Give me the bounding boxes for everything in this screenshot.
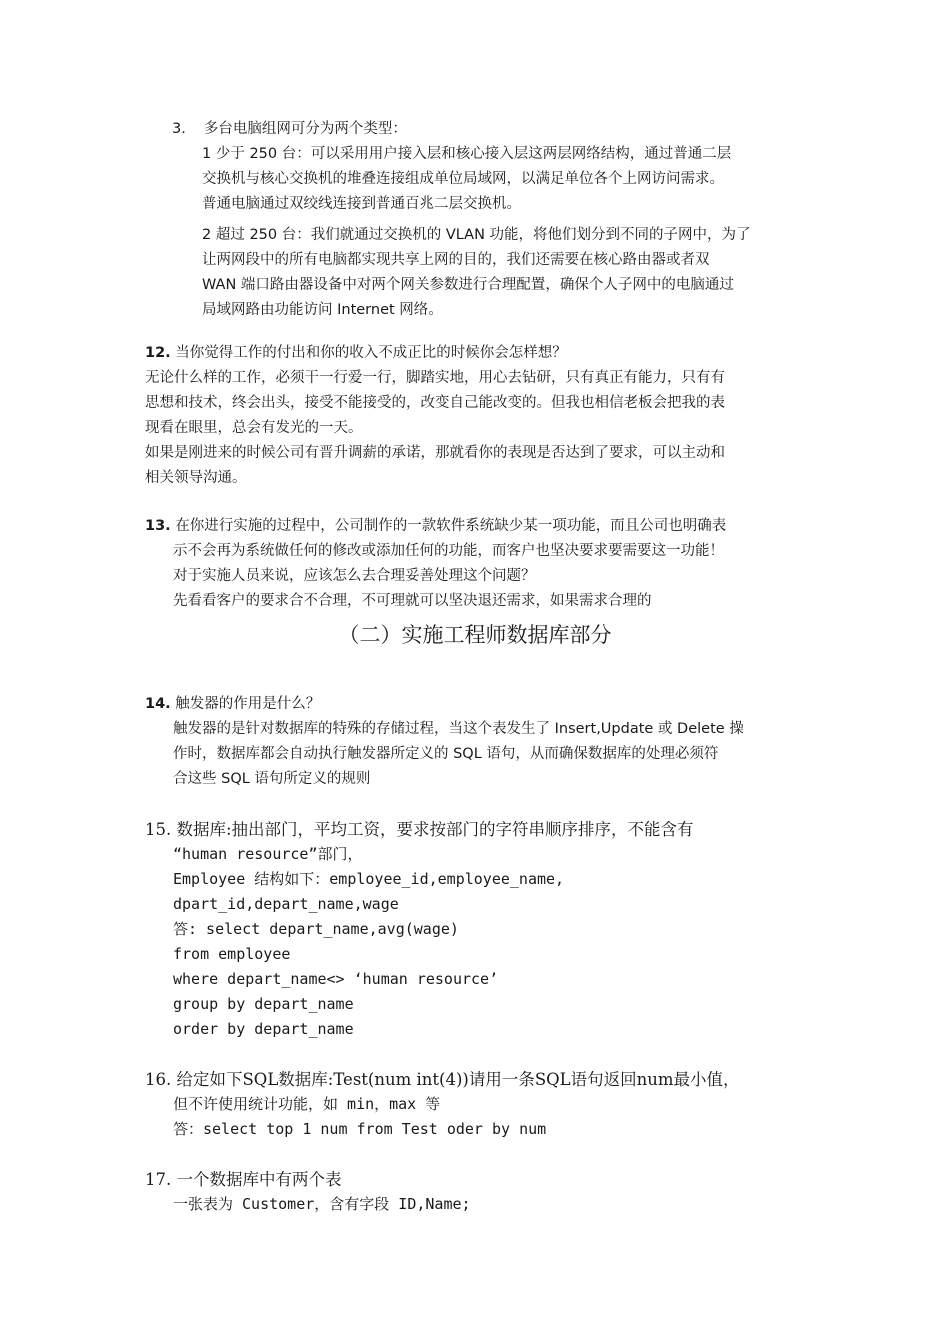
question-12 bbox=[145, 341, 725, 491]
question-13 bbox=[145, 514, 726, 539]
question-number: 14. bbox=[145, 696, 171, 712]
code-line: group by depart_name bbox=[173, 995, 354, 1013]
answer-line: 局域网路由功能访问 Internet 网络。 bbox=[202, 302, 443, 318]
question-13-body bbox=[173, 539, 724, 614]
answer-line: 无论什么样的工作，必须干一行爱一行，脚踏实地，用心去钻研，只有真正有能力，只有有 bbox=[145, 370, 725, 386]
code-line: 但不许使用统计功能，如 min，max 等 bbox=[173, 1095, 441, 1113]
question-12-heading bbox=[145, 341, 725, 366]
code-line: 一张表为 Customer，含有字段 ID,Name; bbox=[173, 1195, 471, 1213]
answer-line: 触发器的是针对数据库的特殊的存储过程，当这个表发生了 Insert,Update 或 Delete 操 bbox=[173, 721, 744, 737]
question-3-heading bbox=[172, 117, 407, 142]
answer-line: 对于实施人员来说，应该怎么去合理妥善处理这个问题？ bbox=[173, 568, 536, 584]
question-number: 3. bbox=[172, 121, 186, 137]
question-16-body bbox=[173, 1092, 546, 1142]
answer-line: 2 超过 250 台：我们就通过交换机的 VLAN 功能，将他们划分到不同的子网中，为了 bbox=[202, 227, 751, 243]
answer-line: 1 少于 250 台：可以采用用户接入层和核心接入层这两层网络结构，通过普通二层 bbox=[202, 146, 732, 162]
answer-line: 合这些 SQL 语句所定义的规则 bbox=[173, 771, 371, 787]
question-17-heading: 17. 一个数据库中有两个表 bbox=[145, 1170, 342, 1189]
question-16 bbox=[145, 1067, 740, 1092]
question-title: 当你觉得工作的付出和你的收入不成正比的时候你会怎样想？ bbox=[175, 345, 567, 361]
answer-line: 相关领导沟通。 bbox=[145, 470, 247, 486]
answer-line: WAN 端口路由器设备中对两个网关参数进行合理配置，确保个人子网中的电脑通过 bbox=[202, 277, 734, 293]
answer-line: 思想和技术，终会出头，接受不能接受的，改变自己能改变的。但我也相信老板会把我的表 bbox=[145, 395, 725, 411]
answer-line: 作时，数据库都会自动执行触发器所定义的 SQL 语句，从而确保数据库的处理必须符 bbox=[173, 746, 719, 762]
code-line: “human resource”部门， bbox=[173, 845, 363, 863]
answer-line: 让两网段中的所有电脑都实现共享上网的目的，我们还需要在核心路由器或者双 bbox=[202, 252, 710, 268]
question-title: 多台电脑组网可分为两个类型： bbox=[203, 121, 407, 137]
code-line: order by depart_name bbox=[173, 1020, 354, 1038]
answer-line: 交换机与核心交换机的堆叠连接组成单位局域网，以满足单位各个上网访问需求。 bbox=[202, 171, 724, 187]
answer-line: 现看在眼里，总会有发光的一天。 bbox=[145, 420, 363, 436]
question-number: 13. bbox=[145, 518, 171, 534]
answer-line: 先看看客户的要求合不合理，不可理就可以坚决退还需求，如果需求合理的 bbox=[173, 593, 652, 609]
question-title: 触发器的作用是什么？ bbox=[175, 696, 321, 712]
question-15 bbox=[145, 817, 694, 842]
question-17-body bbox=[173, 1192, 471, 1217]
code-line: where depart_name<> ‘human resource’ bbox=[173, 970, 499, 988]
question-15-body bbox=[173, 842, 564, 1042]
question-number: 12. bbox=[145, 345, 171, 361]
code-line: 答：select top 1 num from Test oder by num bbox=[173, 1120, 547, 1138]
question-title: 在你进行实施的过程中，公司制作的一款软件系统缺少某一项功能，而且公司也明确表 bbox=[175, 518, 727, 534]
code-line: 答: select depart_name,avg(wage) bbox=[173, 920, 459, 938]
code-line: dpart_id,depart_name,wage bbox=[173, 895, 399, 913]
question-16-heading: 16. 给定如下SQL数据库:Test(num int(4))请用一条SQL语句返回num最小值， bbox=[145, 1070, 740, 1089]
section-heading: （二）实施工程师数据库部分 bbox=[338, 623, 612, 647]
question-3 bbox=[172, 117, 407, 142]
question-13-heading bbox=[145, 514, 726, 539]
answer-line: 如果是刚进来的时候公司有晋升调薪的承诺，那就看你的表现是否达到了要求，可以主动和 bbox=[145, 445, 725, 461]
code-line: from employee bbox=[173, 945, 291, 963]
question-14 bbox=[145, 692, 320, 717]
question-17 bbox=[145, 1167, 342, 1192]
question-15-heading: 15. 数据库:抽出部门，平均工资，要求按部门的字符串顺序排序，不能含有 bbox=[145, 820, 694, 839]
question-3-answer bbox=[202, 142, 751, 323]
answer-line: 示不会再为系统做任何的修改或添加任何的功能，而客户也坚决要求要需要这一功能！ bbox=[173, 543, 724, 559]
answer-line: 普通电脑通过双绞线连接到普通百兆二层交换机。 bbox=[202, 196, 521, 212]
question-14-answer bbox=[173, 717, 744, 792]
question-14-heading bbox=[145, 692, 320, 717]
code-line: Employee 结构如下：employee_id,employee_name, bbox=[173, 870, 565, 888]
